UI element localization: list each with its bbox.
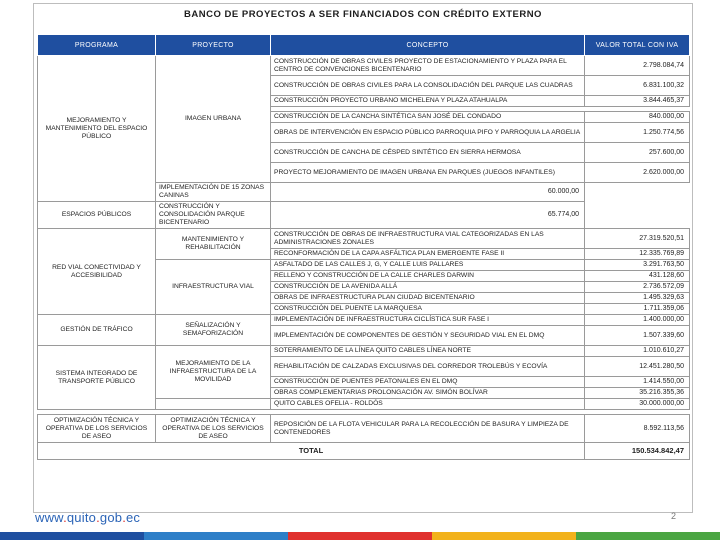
cell-concepto: CONSTRUCCIÓN DE LA AVENIDA ALLÁ [271,282,585,293]
cell-concepto: QUITO CABLES OFELIA - ROLDÓS [271,399,585,410]
total-label: TOTAL [38,443,585,460]
strip-segment [0,532,144,540]
strip-segment [288,532,432,540]
cell-valor: 2.736.572,09 [585,282,690,293]
cell-valor: 6.831.100,32 [585,76,690,96]
cell-concepto: CONSTRUCCIÓN DE OBRAS CIVILES PARA LA CONSOLIDACIÓN DEL PARQUE LAS CUADRAS [271,76,585,96]
cell-valor: 35.216.355,36 [585,388,690,399]
cell-concepto: IMPLEMENTACIÓN DE INFRAESTRUCTURA CICLÍSTICA SUR FASE I [271,315,585,326]
cell-valor: 1.400.000,00 [585,315,690,326]
cell-valor: 1.507.339,60 [585,326,690,346]
url-name: quito [66,510,97,525]
cell-concepto: CONSTRUCCIÓN DE LA CANCHA SINTÉTICA SAN JOSÉ DEL CONDADO [271,112,585,123]
cell-valor: 2.620.000,00 [585,163,690,183]
url-tld: ec [126,510,141,525]
cell-proyecto: OPTIMIZACIÓN TÉCNICA Y OPERATIVA DE LOS SERVICIOS DE ASEO [156,415,271,443]
table-row [38,229,690,249]
projects-table [37,34,690,460]
cell-programa: MEJORAMIENTO Y MANTENIMIENTO DEL ESPACIO PÚBLICO [38,56,156,202]
header-concepto: CONCEPTO [271,35,585,56]
table-row [38,202,690,229]
strip-segment [144,532,288,540]
page-number: 2 [671,511,677,521]
total-value: 150.534.842,47 [585,443,690,460]
slide-frame [33,3,693,513]
cell-valor: 27.319.520,51 [585,229,690,249]
footer-url-link[interactable] [35,510,140,525]
cell-concepto: IMPLEMENTACIÓN DE COMPONENTES DE GESTIÓN Y SEGURIDAD VIAL EN EL DMQ [271,326,585,346]
cell-proyecto-empty [156,399,271,410]
url-dot: . [63,510,67,525]
cell-concepto: RELLENO Y CONSTRUCCIÓN DE LA CALLE CHARLES DARWIN [271,271,585,282]
cell-valor: 431.128,60 [585,271,690,282]
cell-valor: 1.250.774,56 [585,123,690,143]
cell-valor: 1.711.359,06 [585,304,690,315]
cell-concepto: CONSTRUCCIÓN DE PUENTES PEATONALES EN EL DMQ [271,377,585,388]
footer-color-strip [0,532,720,540]
cell-concepto: CONSTRUCCIÓN PROYECTO URBANO MICHELENA Y PLAZA ATAHUALPA [271,96,585,107]
cell-proyecto: MANTENIMIENTO Y REHABILITACIÓN [156,229,271,260]
table-row [38,315,690,326]
cell-valor: 1.414.550,00 [585,377,690,388]
cell-valor: 8.592.113,56 [585,415,690,443]
cell-concepto: CONSTRUCCIÓN DE OBRAS CIVILES PROYECTO DE ESTACIONAMIENTO Y PLAZA PARA EL CENTRO DE CONVENCIONES BICENTENARIO [271,56,585,76]
cell-programa: GESTIÓN DE TRÁFICO [38,315,156,346]
cell-concepto: OBRAS DE INTERVENCIÓN EN ESPACIO PÚBLICO PARROQUIA PIFO Y PARROQUIA LA ARGELIA [271,123,585,143]
cell-concepto: RECONFORMACIÓN DE LA CAPA ASFÁLTICA PLAN EMERGENTE FASE II [271,249,585,260]
cell-valor: 12.335.769,89 [585,249,690,260]
url-dot: . [122,510,126,525]
cell-concepto: SOTERRAMIENTO DE LA LÍNEA QUITO CABLES LÍNEA NORTE [271,346,585,357]
cell-programa: SISTEMA INTEGRADO DE TRANSPORTE PÚBLICO [38,346,156,410]
cell-concepto: ASFALTADO DE LAS CALLES J, G, Y CALLE LUIS PALLARES [271,260,585,271]
cell-concepto: CONSTRUCCIÓN DE OBRAS DE INFRAESTRUCTURA VIAL CATEGORIZADAS EN LAS ADMINISTRACIONES ZONALES [271,229,585,249]
cell-valor: 1.495.329,63 [585,293,690,304]
header-valor: VALOR TOTAL CON IVA [585,35,690,56]
cell-programa: OPTIMIZACIÓN TÉCNICA Y OPERATIVA DE LOS SERVICIOS DE ASEO [38,415,156,443]
cell-valor: 3.844.465,37 [585,96,690,107]
url-dot: . [96,510,100,525]
cell-valor: 65.774,00 [271,202,585,229]
strip-segment [432,532,576,540]
cell-concepto: OBRAS COMPLEMENTARIAS PROLONGACIÓN AV. SIMÓN BOLÍVAR [271,388,585,399]
cell-valor: 12.451.280,50 [585,357,690,377]
cell-concepto: OBRAS DE INFRAESTRUCTURA PLAN CIUDAD BICENTENARIO [271,293,585,304]
cell-proyecto: INFRAESTRUCTURA VIAL [156,260,271,315]
cell-proyecto: ESPACIOS PÚBLICOS [38,202,156,229]
cell-valor: 257.600,00 [585,143,690,163]
cell-concepto: REHABILITACIÓN DE CALZADAS EXCLUSIVAS DEL CORREDOR TROLEBÚS Y ECOVÍA [271,357,585,377]
cell-programa: RED VIAL CONECTIVIDAD Y ACCESIBILIDAD [38,229,156,315]
cell-concepto: CONSTRUCCIÓN DE CANCHA DE CÉSPED SINTÉTICO EN SIERRA HERMOSA [271,143,585,163]
cell-proyecto: MEJORAMIENTO DE LA INFRAESTRUCTURA DE LA MOVILIDAD [156,346,271,399]
cell-valor: 840.000,00 [585,112,690,123]
table-header-row [38,35,690,56]
cell-concepto: REPOSICIÓN DE LA FLOTA VEHICULAR PARA LA RECOLECCIÓN DE BASURA Y LIMPIEZA DE CONTENEDORES [271,415,585,443]
cell-valor: 60.000,00 [271,183,585,202]
cell-concepto: CONSTRUCCIÓN DEL PUENTE LA MARQUESA [271,304,585,315]
cell-proyecto: SEÑALIZACIÓN Y SEMAFORIZACIÓN [156,315,271,346]
url-prefix: www [35,510,64,525]
table-row [38,346,690,357]
table-row [38,415,690,443]
url-gob: gob [99,510,123,525]
cell-concepto: IMPLEMENTACIÓN DE 15 ZONAS CANINAS [156,183,271,202]
cell-concepto: PROYECTO MEJORAMIENTO DE IMAGEN URBANA EN PARQUES (JUEGOS INFANTILES) [271,163,585,183]
cell-proyecto: IMAGEN URBANA [156,56,271,183]
header-proyecto: PROYECTO [156,35,271,56]
total-row [38,443,690,460]
strip-segment [576,532,720,540]
header-programa: PROGRAMA [38,35,156,56]
cell-valor: 30.000.000,00 [585,399,690,410]
cell-valor: 3.291.763,50 [585,260,690,271]
cell-concepto: CONSTRUCCIÓN Y CONSOLIDACIÓN PARQUE BICENTENARIO [156,202,271,229]
table-title: BANCO DE PROYECTOS A SER FINANCIADOS CON CRÉDITO EXTERNO [184,9,542,20]
cell-valor: 1.010.610,27 [585,346,690,357]
cell-valor: 2.798.084,74 [585,56,690,76]
table-row [38,56,690,76]
